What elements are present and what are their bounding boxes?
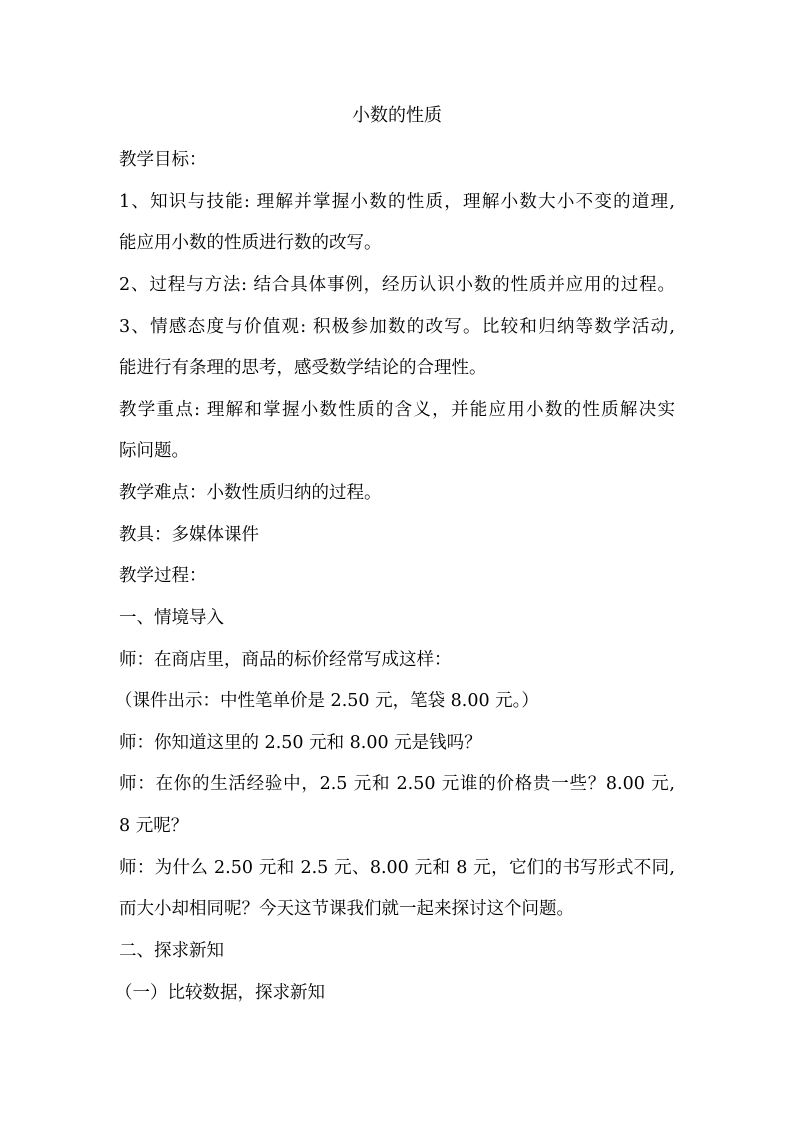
section-heading-explore: 二、探求新知	[119, 941, 224, 961]
section-heading-intro: 一、情境导入	[119, 608, 224, 628]
key-point-line-2: 际问题。	[119, 441, 189, 461]
subsection-heading-compare: （一）比较数据，探求新知	[115, 983, 325, 1003]
courseware-display: （课件出示：中性笔单价是 2.50 元，笔袋 8.00 元。）	[115, 691, 539, 711]
teaching-aids: 教具：多媒体课件	[119, 525, 259, 545]
objective-1-line-1: 1、知识与技能: 理解并掌握小数的性质，理解小数大小不变的道理,	[119, 192, 675, 212]
teacher-line-3-part-1: 师：在你的生活经验中，2.5 元和 2.50 元谁的价格贵一些？8.00 元,	[119, 774, 675, 794]
objective-1-line-2: 能应用小数的性质进行数的改写。	[119, 233, 382, 253]
objective-3-line-2: 能进行有条理的思考，感受数学结论的合理性。	[119, 358, 487, 378]
teacher-line-2: 师：你知道这里的 2.50 元和 8.00 元是钱吗？	[119, 733, 482, 753]
document-title: 小数的性质	[352, 105, 442, 126]
key-point-line-1: 教学重点: 理解和掌握小数性质的含义，并能应用小数的性质解决实	[119, 400, 675, 420]
difficulty: 教学难点：小数性质归纳的过程。	[119, 483, 382, 503]
teacher-line-3-part-2: 8 元呢？	[119, 816, 189, 836]
teacher-line-4-part-1: 师：为什么 2.50 元和 2.5 元、8.00 元和 8 元，它们的书写形式不同,	[119, 858, 675, 878]
teacher-line-1: 师：在商店里，商品的标价经常写成这样：	[119, 650, 452, 670]
section-heading-process: 教学过程：	[119, 566, 207, 586]
objective-2: 2、过程与方法: 结合具体事例，经历认识小数的性质并应用的过程。	[119, 275, 675, 295]
objective-3-line-1: 3、情感态度与价值观: 积极参加数的改写。比较和归纳等数学活动,	[119, 317, 675, 337]
teacher-line-4-part-2: 而大小却相同呢？今天这节课我们就一起来探讨这个问题。	[119, 899, 574, 919]
section-heading-objectives: 教学目标：	[119, 150, 207, 170]
